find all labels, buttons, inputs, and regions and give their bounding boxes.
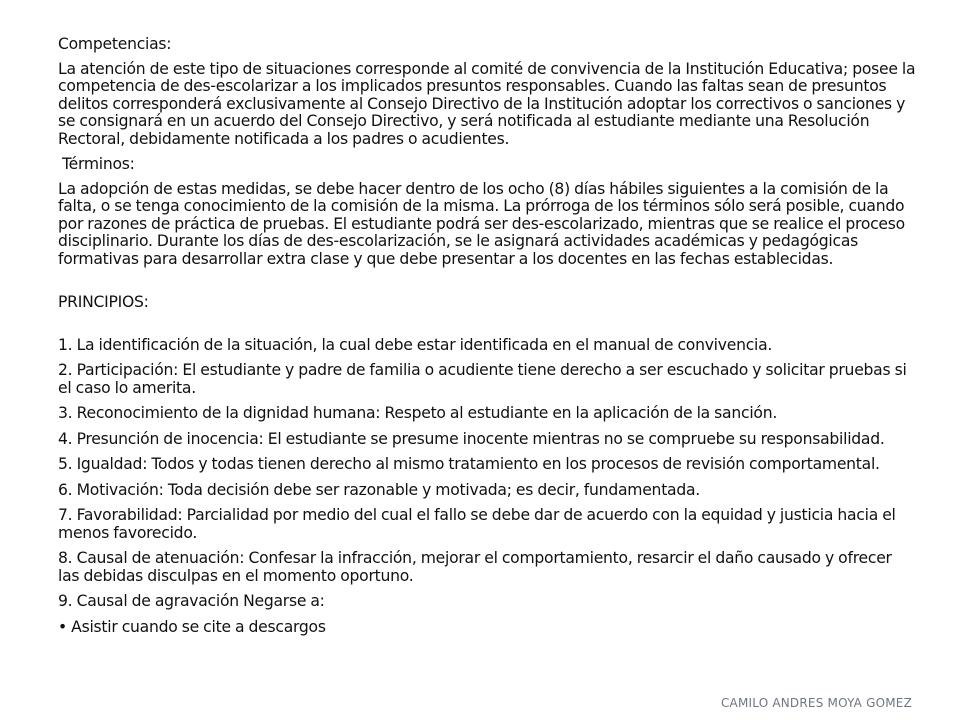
competencias-heading: Competencias: — [58, 35, 172, 53]
principio-item-3: 3. Reconocimiento de la dignidad humana: Respeto al estudiante en la aplicación de la sanción. — [58, 404, 778, 422]
principio-item-4: 4. Presunción de inocencia: El estudiante se presume inocente mientras no se compruebe su responsabilidad. — [58, 429, 885, 448]
principio-item-2: 2. Participación: El estudiante y padre de familia o acudiente tiene derecho a ser escuchado y solicitar pruebas si el caso lo amerita. — [58, 361, 907, 397]
principio-item-8: 8. Causal de atenuación: Confesar la infracción, mejorar el comportamiento, resarcir el daño causado y ofrecer las debidas disculpas en el momento oportuno. — [58, 549, 892, 585]
terminos-heading: Términos: — [62, 155, 135, 173]
paragraph-spacer — [58, 319, 916, 337]
terminos-paragraph: La adopción de estas medidas, se debe hacer dentro de los ocho (8) días hábiles siguientes a la comisión de la falta, o se tenga conocimiento de la comisión de la misma. La prórroga de los términos sólo será posible, cuando por razones de práctica de pruebas. El estudiante podrá ser des-escolarizado, mientras que se realice el proceso disciplinario. Durante los días de des-escolarización, se le asignará actividades académicas y pedagógicas formativas para desarrollar extra clase y que debe presentar a los docentes en las fechas establecidas. — [58, 179, 905, 268]
paragraph-spacer — [58, 276, 916, 294]
footer-author: CAMILO ANDRES MOYA GOMEZ — [720, 696, 912, 710]
competencias-paragraph: La atención de este tipo de situaciones corresponde al comité de convivencia de la Institución Educativa; posee la competencia de des-escolarizar a los implicados presuntos responsables. Cuando las faltas sean de presuntos delitos corresponderá exclusivamente al Consejo Directivo de la Institución adoptar los correctivos o sanciones y se consignará en un acuerdo del Consejo Directivo, y será notificada al estudiante mediante una Resolución Rectoral, debidamente notificada a los padres o acudientes. — [58, 59, 916, 148]
bullet-item-asistir: • Asistir cuando se cite a descargos — [58, 617, 326, 636]
principios-heading: PRINCIPIOS: — [58, 293, 149, 311]
slide-body-text — [58, 36, 916, 644]
principio-item-6: 6. Motivación: Toda decisión debe ser razonable y motivada; es decir, fundamentada. — [58, 480, 701, 499]
principio-item-1: 1. La identificación de la situación, la cual debe estar identificada en el manual de convivencia. — [58, 335, 773, 354]
principio-item-7: 7. Favorabilidad: Parcialidad por medio del cual el fallo se debe dar de acuerdo con la equidad y justicia hacia el menos favorecido. — [58, 506, 896, 542]
principio-item-9: 9. Causal de agravación Negarse a: — [58, 592, 325, 610]
principio-item-5: 5. Igualdad: Todos y todas tienen derecho al mismo tratamiento en los procesos de revisión comportamental. — [58, 455, 880, 473]
